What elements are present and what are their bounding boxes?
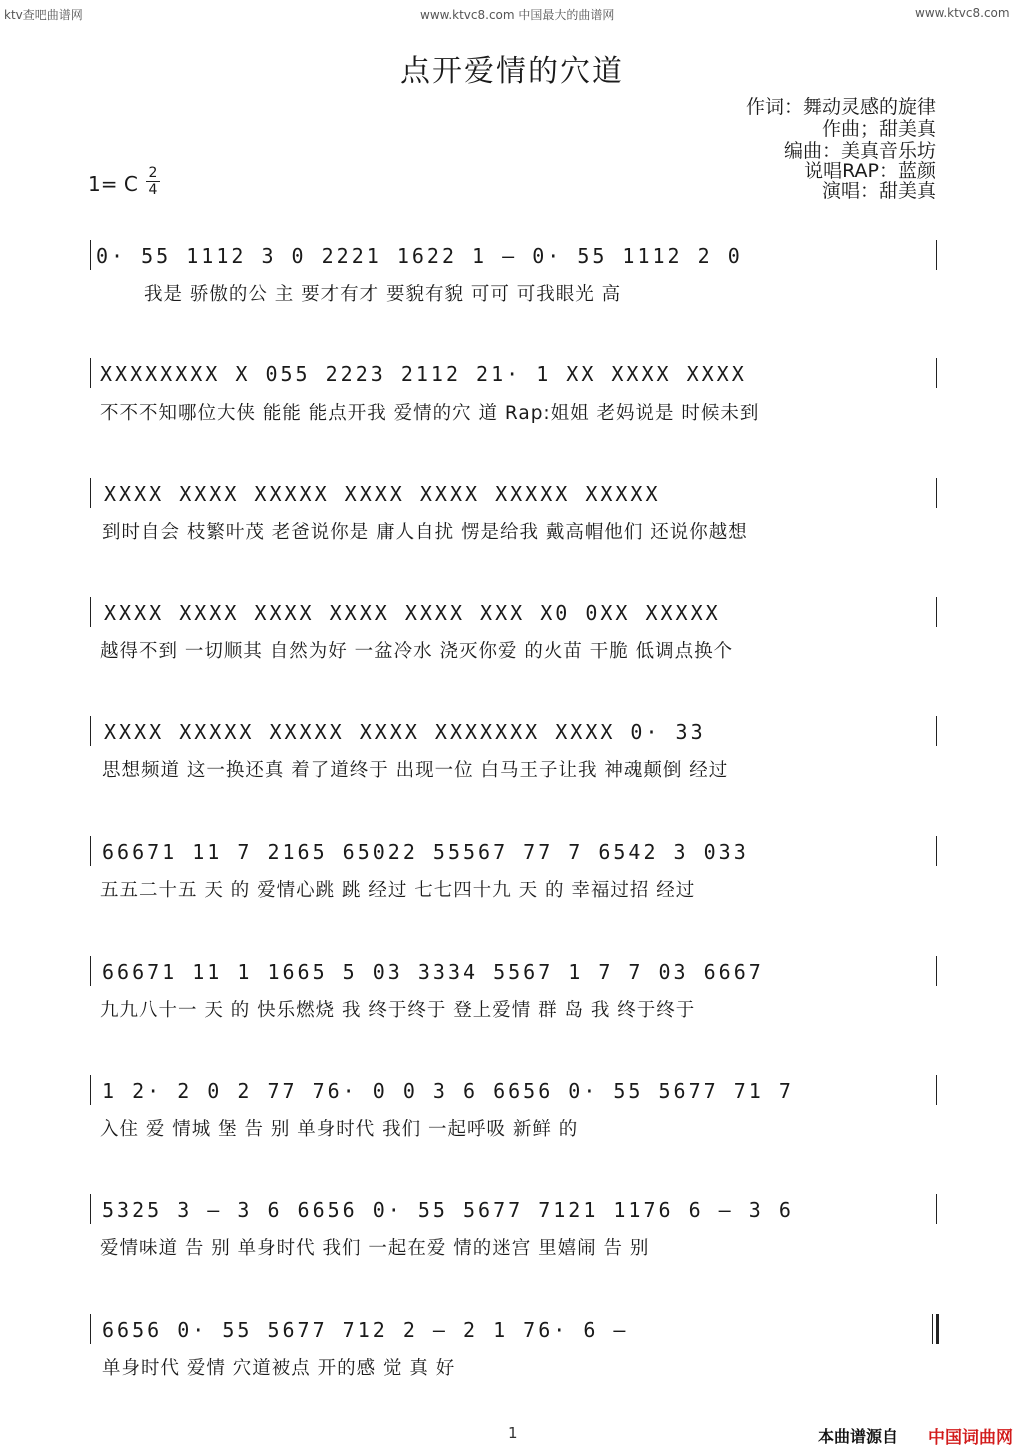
lyric-line: 九九八十一 天 的 快乐燃烧 我 终于终于 登上爱情 群 岛 我 终于终于 xyxy=(100,1000,696,1021)
barline xyxy=(936,478,937,508)
lyric-line: 爱情味道 告 别 单身时代 我们 一起在爱 情的迷宫 里嬉闹 告 别 xyxy=(100,1238,650,1259)
credit-rap: 说唱RAP：蓝颜 xyxy=(804,160,936,182)
notation-line: XXXX XXXX XXXXX XXXX XXXX XXXXX XXXXX xyxy=(104,482,661,506)
barline xyxy=(936,956,937,986)
header-site-left[interactable]: ktv查吧曲谱网 xyxy=(4,8,83,22)
credit-singer: 演唱：甜美真 xyxy=(821,180,936,202)
credit-composer: 作曲；甜美真 xyxy=(821,118,936,140)
footer-source-label: 本曲谱源自 xyxy=(818,1427,899,1446)
page-number: 1 xyxy=(508,1424,518,1442)
time-signature-bottom: 4 xyxy=(148,182,158,198)
barline xyxy=(90,956,91,986)
barline xyxy=(936,1194,937,1224)
notation-line: 6656 0· 55 5677 712 2 – 2 1 76· 6 – xyxy=(102,1318,629,1342)
barline xyxy=(90,478,91,508)
barline xyxy=(936,358,937,388)
header-site-center[interactable]: www.ktvc8.com 中国最大的曲谱网 xyxy=(420,8,615,22)
header-site-right[interactable]: www.ktvc8.com xyxy=(915,6,1010,20)
notation-line: 0· 55 1112 3 0 2221 1622 1 – 0· 55 1112 2 0 xyxy=(96,244,743,268)
barline xyxy=(90,240,91,270)
barline xyxy=(936,836,937,866)
credit-lyricist: 作词：舞动灵感的旋律 xyxy=(745,96,936,118)
barline xyxy=(90,597,91,627)
barline xyxy=(90,358,91,388)
lyric-line: 我是 骄傲的公 主 要才有才 要貌有貌 可可 可我眼光 高 xyxy=(144,284,622,305)
barline xyxy=(90,1314,91,1344)
lyric-line: 到时自会 枝繁叶茂 老爸说你是 庸人自扰 愣是给我 戴高帽他们 还说你越想 xyxy=(102,522,748,543)
final-barline-thick xyxy=(936,1314,939,1344)
barline xyxy=(936,716,937,746)
notation-line: XXXX XXXXX XXXXX XXXX XXXXXXX XXXX 0· 33 xyxy=(104,720,706,744)
song-title: 点开爱情的穴道 xyxy=(400,54,624,89)
notation-line: 66671 11 1 1665 5 03 3334 5567 1 7 7 03 6667 xyxy=(102,960,764,984)
barline xyxy=(90,1194,91,1224)
key-signature: 1= C xyxy=(88,172,138,196)
notation-line: 66671 11 7 2165 65022 55567 77 7 6542 3 033 xyxy=(102,840,749,864)
notation-line: 1 2· 2 0 2 77 76· 0 0 3 6 6656 0· 55 5677 71 7 xyxy=(102,1079,794,1103)
notation-line: XXXX XXXX XXXX XXXX XXXX XXX X0 0XX XXXXX xyxy=(104,601,721,625)
notation-line: 5325 3 – 3 6 6656 0· 55 5677 7121 1176 6 – 3 6 xyxy=(102,1198,794,1222)
lyric-line: 思想频道 这一换还真 着了道终于 出现一位 白马王子让我 神魂颠倒 经过 xyxy=(102,760,729,781)
barline xyxy=(936,240,937,270)
notation-line: XXXXXXXX X 055 2223 2112 21· 1 XX XXXX XXXX xyxy=(100,362,747,386)
lyric-line: 单身时代 爱情 穴道被点 开的感 觉 真 好 xyxy=(102,1358,456,1379)
lyric-line: 不不不知哪位大侠 能能 能点开我 爱情的穴 道 Rap:姐姐 老妈说是 时候未到 xyxy=(100,403,760,424)
barline xyxy=(936,597,937,627)
barline xyxy=(90,716,91,746)
barline xyxy=(936,1075,937,1105)
final-barline-thin xyxy=(932,1314,933,1344)
credit-arranger: 编曲：美真音乐坊 xyxy=(783,140,936,162)
barline xyxy=(90,836,91,866)
lyric-line: 五五二十五 天 的 爱情心跳 跳 经过 七七四十九 天 的 幸福过招 经过 xyxy=(100,880,696,901)
lyric-line: 越得不到 一切顺其 自然为好 一盆冷水 浇灭你爱 的火苗 干脆 低调点换个 xyxy=(100,641,734,662)
footer-site-link[interactable]: 中国词曲网 xyxy=(928,1428,1013,1447)
barline xyxy=(90,1075,91,1105)
time-signature-top: 2 xyxy=(148,165,158,181)
lyric-line: 入住 爱 情城 堡 告 别 单身时代 我们 一起呼吸 新鲜 的 xyxy=(100,1119,579,1140)
